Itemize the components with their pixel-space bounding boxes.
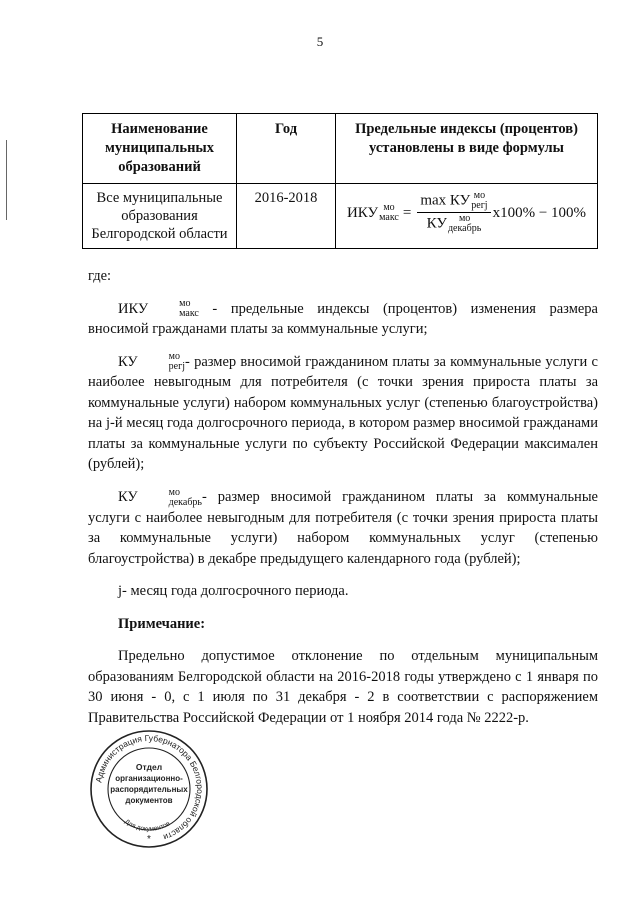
scan-edge-line	[6, 140, 7, 220]
stamp-line-4: документов	[125, 796, 173, 805]
def-iku-text: - предельные индексы (процентов) изменения размера вносимой гражданами платы за коммунальные услуги;	[88, 300, 598, 338]
formula-tail: x100% − 100%	[492, 204, 587, 221]
table-header-row	[83, 114, 598, 184]
definition-j: j- месяц года долгосрочного периода.	[118, 583, 349, 600]
definition-iku	[88, 299, 598, 340]
formula-num-indices	[471, 191, 487, 211]
formula-denominator	[424, 213, 485, 234]
stamp-line-2: организационно-	[115, 774, 183, 783]
stamp-line-3: распорядительных	[110, 785, 188, 794]
page-number: 5	[316, 34, 324, 49]
formula-den: КУ	[426, 215, 447, 232]
formula-num-prefix: max КУ	[420, 192, 471, 209]
def-iku-indices	[149, 299, 199, 319]
stamp-line-1: Отдел	[135, 762, 163, 772]
document-body	[88, 266, 598, 728]
table-row	[83, 184, 598, 249]
def-kudec-sub: декабрь	[168, 496, 202, 508]
formula-lhs-sub: макс	[379, 211, 399, 223]
header-formula: Предельные индексы (процентов) установлены в виде формулы	[336, 114, 598, 184]
def-kudec-sup: мо	[168, 486, 180, 498]
indices-table	[82, 113, 598, 249]
cell-municipality: Все муниципальные образования Белгородской области	[83, 184, 237, 249]
formula-fraction	[417, 191, 490, 234]
formula-den-sub: декабрь	[447, 223, 482, 234]
header-year: Год	[237, 114, 336, 184]
def-kureg-indices	[139, 352, 185, 372]
def-kureg-text: - размер вносимой гражданином платы за коммунальные услуги с наиболее невыгодным для потребителя (с точки зрения прироста платы за коммунальные услуги) набором коммунальных услуг (степенью благоустройства) на j-й месяц года долгосрочного периода, в котором размер вносимой гражданами платы за коммунальные услуги по субъекту Российской Федерации максимален (рублей);	[88, 353, 598, 473]
stamp-ring-textpath: Администрация Губернатора Белгородской области	[93, 732, 206, 843]
def-kudec-indices	[139, 488, 202, 508]
cell-year: 2016-2018	[237, 184, 336, 249]
header-municipality: Наименование муниципальных образований	[83, 114, 237, 184]
def-kudec-text: - размер вносимой гражданином платы за коммунальные услуги с наиболее невыгодным для потребителя (с точки зрения прироста платы за коммунальные услуги) набором коммунальных услуг (степенью благоустройства) в декабре предыдущего календарного года (рублей);	[88, 488, 598, 567]
def-kureg-sub: pегj	[168, 361, 185, 373]
formula-num-sup: мо	[473, 190, 486, 201]
cell-formula	[336, 184, 598, 249]
official-stamp	[88, 728, 210, 850]
def-iku-sub: макс	[179, 308, 199, 320]
note-heading: Примечание:	[118, 615, 206, 632]
where-label: где:	[88, 268, 112, 284]
def-kudec-symbol: КУ	[118, 488, 138, 505]
formula-den-indices	[448, 214, 481, 234]
def-kureg-sup: мо	[168, 351, 180, 363]
stamp-bottom-text	[123, 818, 172, 833]
def-kureg-symbol: КУ	[118, 353, 138, 370]
stamp-star: *	[147, 834, 151, 845]
formula-numerator	[417, 191, 490, 213]
formula-num-sub: pегj	[471, 200, 488, 211]
def-iku-symbol: ИКУ	[118, 300, 149, 317]
formula-lhs-indices	[379, 203, 399, 223]
stamp-bottom-textpath: Для документов	[123, 818, 172, 833]
formula-lhs: ИКУ	[346, 204, 379, 221]
formula-lhs-sup: мо	[383, 201, 395, 213]
def-iku-sup: мо	[179, 298, 191, 310]
definition-ku-reg	[88, 352, 598, 475]
note-text: Предельно допустимое отклонение по отдельным муниципальным образованиям Белгородской области на 2016-2018 годы утверждено с 1 января по 30 июня - 0, с 1 июля по 31 декабря - 2 в соответствии с распоряжением Правительства Российской Федерации от 1 ноября 2014 года № 2222-р.	[88, 648, 598, 726]
definition-ku-dec	[88, 487, 598, 569]
formula-den-sup: мо	[458, 213, 471, 224]
formula-equals: =	[402, 204, 412, 221]
formula	[340, 189, 593, 234]
